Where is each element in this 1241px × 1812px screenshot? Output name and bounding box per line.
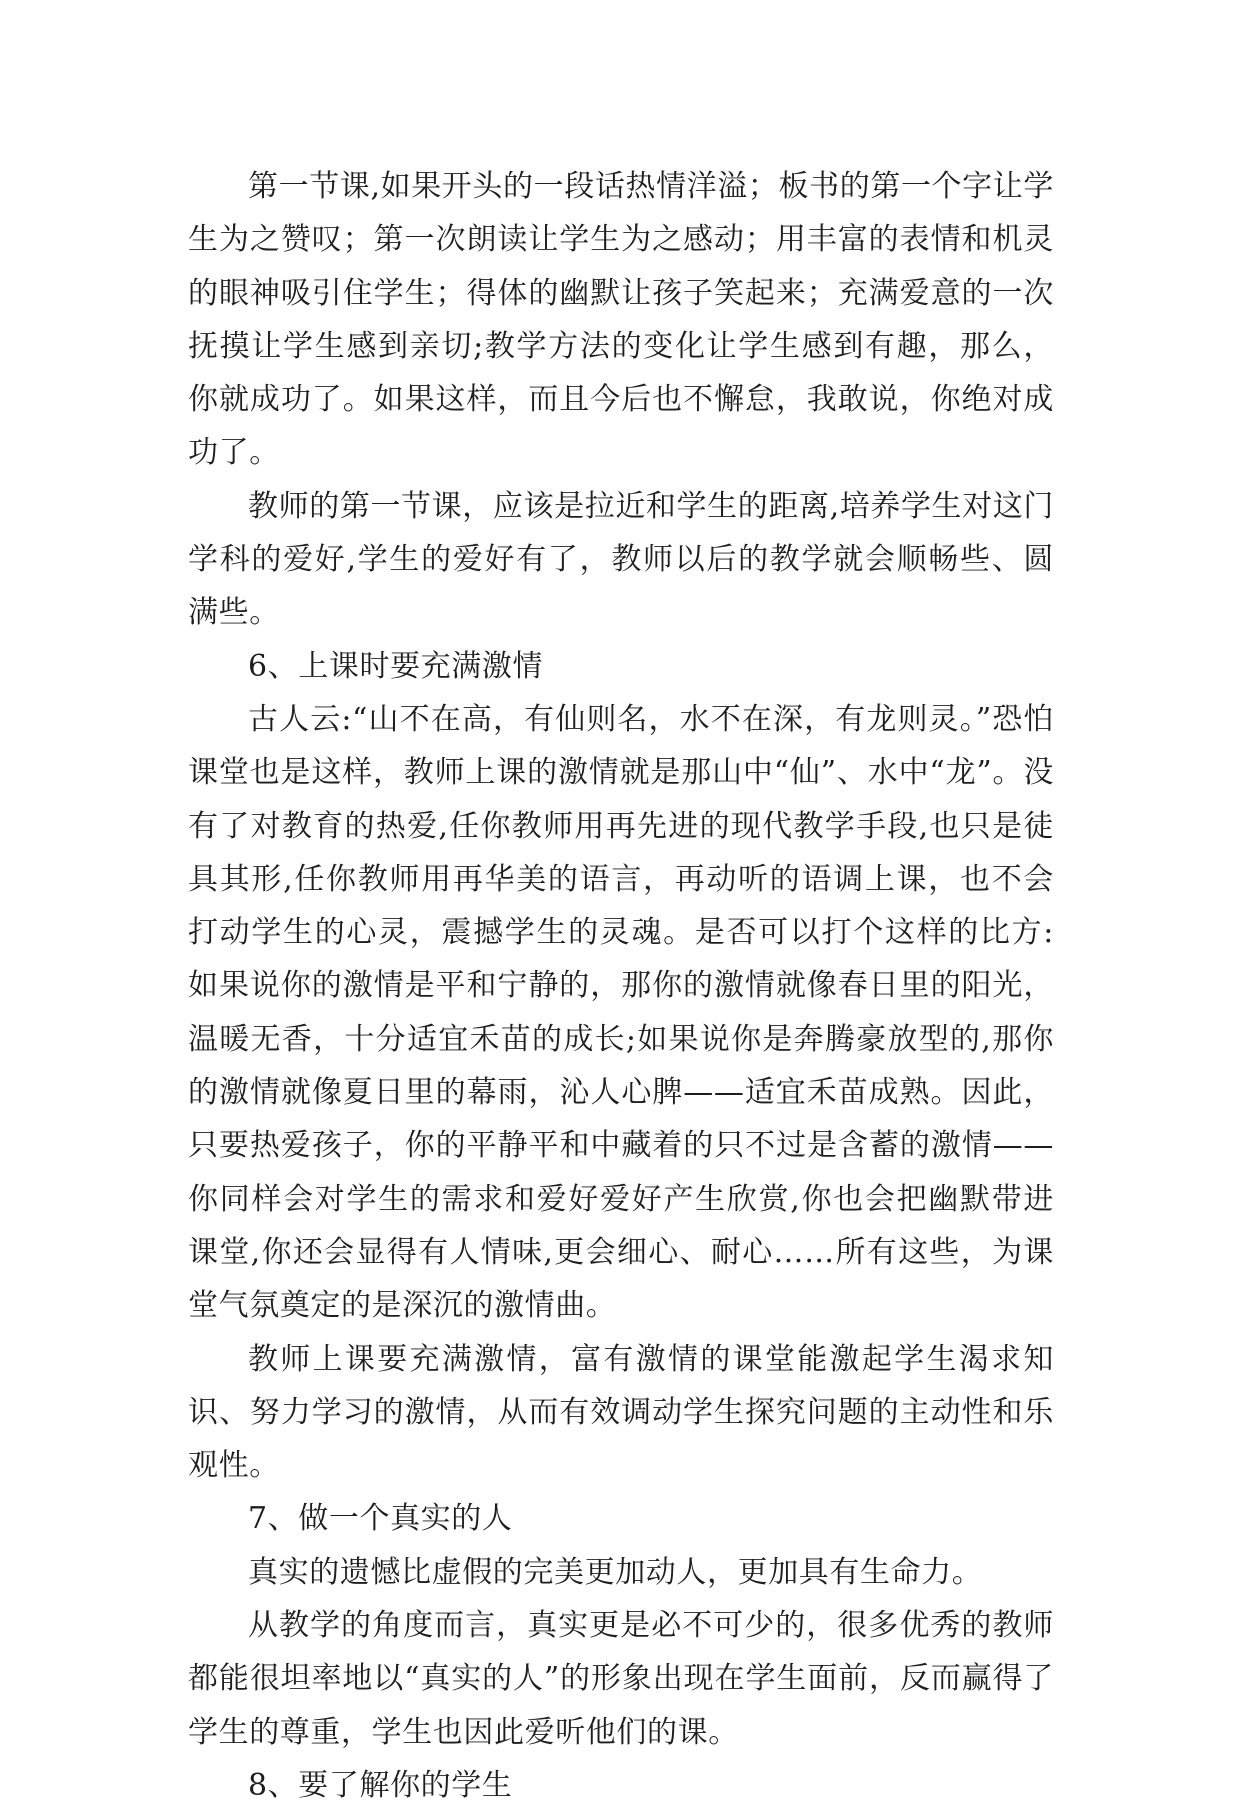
paragraph-first-lesson: 第一节课,如果开头的一段话热情洋溢；板书的第一个字让学生为之赞叹；第一次朗读让学生为之感动；用丰富的表情和机灵的眼神吸引住学生；得体的幽默让孩子笑起来；充满爱意的一次抚摸让学生感到亲切;教学方法的变化让学生感到有趣，那么，你就成功了。如果这样，而且今后也不懈怠，我敢说，你绝对成功了。 [188,169,1054,471]
section-heading-7: 7、做一个真实的人 [248,1501,513,1537]
paragraph-passion-summary: 教师上课要充满激情，富有激情的课堂能激起学生渴求知识、努力学习的激情，从而有效调动学生探究问题的主动性和乐观性。 [188,1341,1054,1484]
section-heading-8: 8、要了解你的学生 [248,1767,513,1803]
document-body [188,160,1054,1812]
paragraph-first-lesson-summary: 教师的第一节课，应该是拉近和学生的距离,培养学生对这门学科的爱好,学生的爱好有了，教师以后的教学就会顺畅些、圆满些。 [188,488,1054,631]
paragraph-passion: 古人云:“山不在高，有仙则名，水不在深，有龙则灵。”恐怕课堂也是这样，教师上课的激情就是那山中“仙”、水中“龙”。没有了对教育的热爱,任你教师用再先进的现代教学手段,也只是徒具其形,任你教师用再华美的语言，再动听的语调上课，也不会打动学生的心灵，震撼学生的灵魂。是否可以打个这样的比方:如果说你的激情是平和宁静的，那你的激情就像春日里的阳光，温暖无香，十分适宜禾苗的成长;如果说你是奔腾豪放型的,那你的激情就像夏日里的幕雨，沁人心脾——适宜禾苗成熟。因此，只要热爱孩子，你的平静平和中藏着的只不过是含蓄的激情——你同样会对学生的需求和爱好爱好产生欣赏,你也会把幽默带进课堂,你还会显得有人情味,更会细心、耐心……所有这些，为课堂气氛奠定的是深沉的激情曲。 [188,701,1054,1324]
section-heading-6: 6、上课时要充满激情 [248,648,544,684]
paragraph-authenticity: 真实的遗憾比虚假的完美更加动人，更加具有生命力。 [248,1554,983,1590]
paragraph-authenticity-teaching: 从教学的角度而言，真实更是必不可少的，很多优秀的教师都能很坦率地以“真实的人”的形象出现在学生面前，反而赢得了学生的尊重，学生也因此爱听他们的课。 [188,1608,1054,1750]
